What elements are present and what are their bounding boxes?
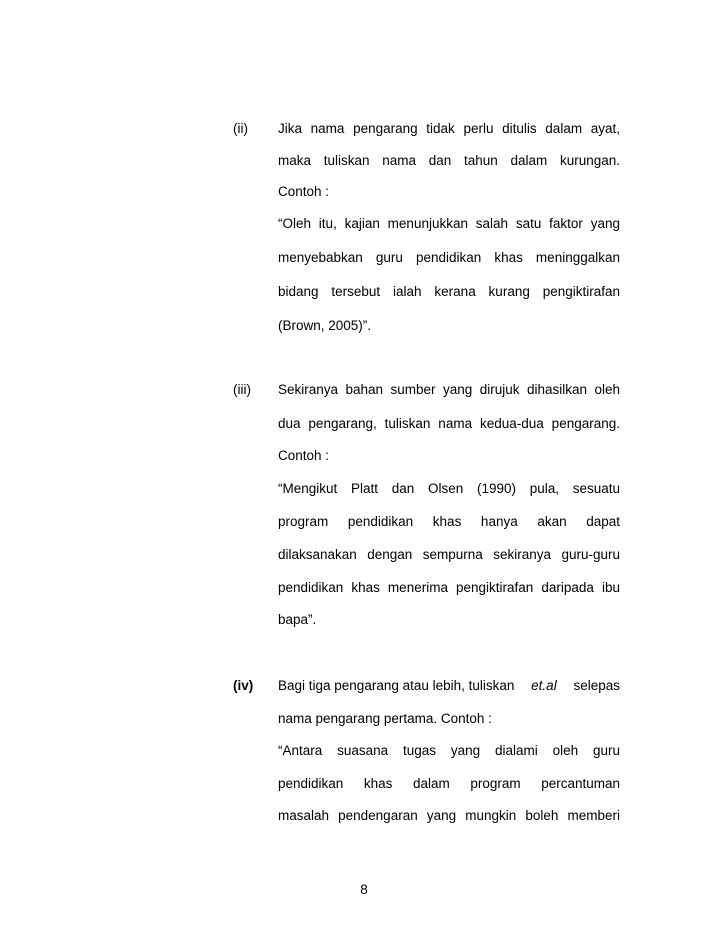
text-line: nama pengarang pertama. Contoh : xyxy=(278,711,492,726)
text-line: dilaksanakan dengan sempurna sekiranya guru-guru xyxy=(278,547,620,562)
item-label-ii: (ii) xyxy=(233,121,248,136)
item-label-iii: (iii) xyxy=(233,382,251,397)
text-segment: selepas xyxy=(573,678,620,693)
item-label-iv: (iv) xyxy=(233,678,254,693)
text-segment: Bagi tiga pengarang atau lebih, tuliskan xyxy=(278,678,515,693)
text-line: Contoh : xyxy=(278,448,330,463)
text-line: Sekiranya bahan sumber yang dirujuk dihasilkan oleh xyxy=(278,382,620,397)
text-line: “Oleh itu, kajian menunjukkan salah satu faktor yang xyxy=(278,216,620,231)
page-number: 8 xyxy=(360,882,368,897)
text-line: maka tuliskan nama dan tahun dalam kurungan. xyxy=(278,153,620,168)
text-line: menyebabkan guru pendidikan khas meninggalkan xyxy=(278,250,620,265)
text-line: (Brown, 2005)”. xyxy=(278,318,372,333)
italic-term: et.al xyxy=(531,678,557,693)
text-line: dua pengarang, tuliskan nama kedua-dua pengarang. xyxy=(278,416,620,431)
text-line: program pendidikan khas hanya akan dapat xyxy=(278,514,620,529)
text-line: “Antara suasana tugas yang dialami oleh guru xyxy=(278,743,620,758)
text-line: “Mengikut Platt dan Olsen (1990) pula, sesuatu xyxy=(278,481,620,496)
text-line: Jika nama pengarang tidak perlu ditulis dalam ayat, xyxy=(278,121,620,136)
text-line xyxy=(278,678,620,694)
text-line: bidang tersebut ialah kerana kurang pengiktirafan xyxy=(278,284,620,299)
text-line: pendidikan khas dalam program percantuman xyxy=(278,776,620,791)
text-line: Contoh : xyxy=(278,184,330,199)
text-line: bapa”. xyxy=(278,612,317,627)
text-line: pendidikan khas menerima pengiktirafan daripada ibu xyxy=(278,580,620,595)
text-line: masalah pendengaran yang mungkin boleh memberi xyxy=(278,808,620,823)
